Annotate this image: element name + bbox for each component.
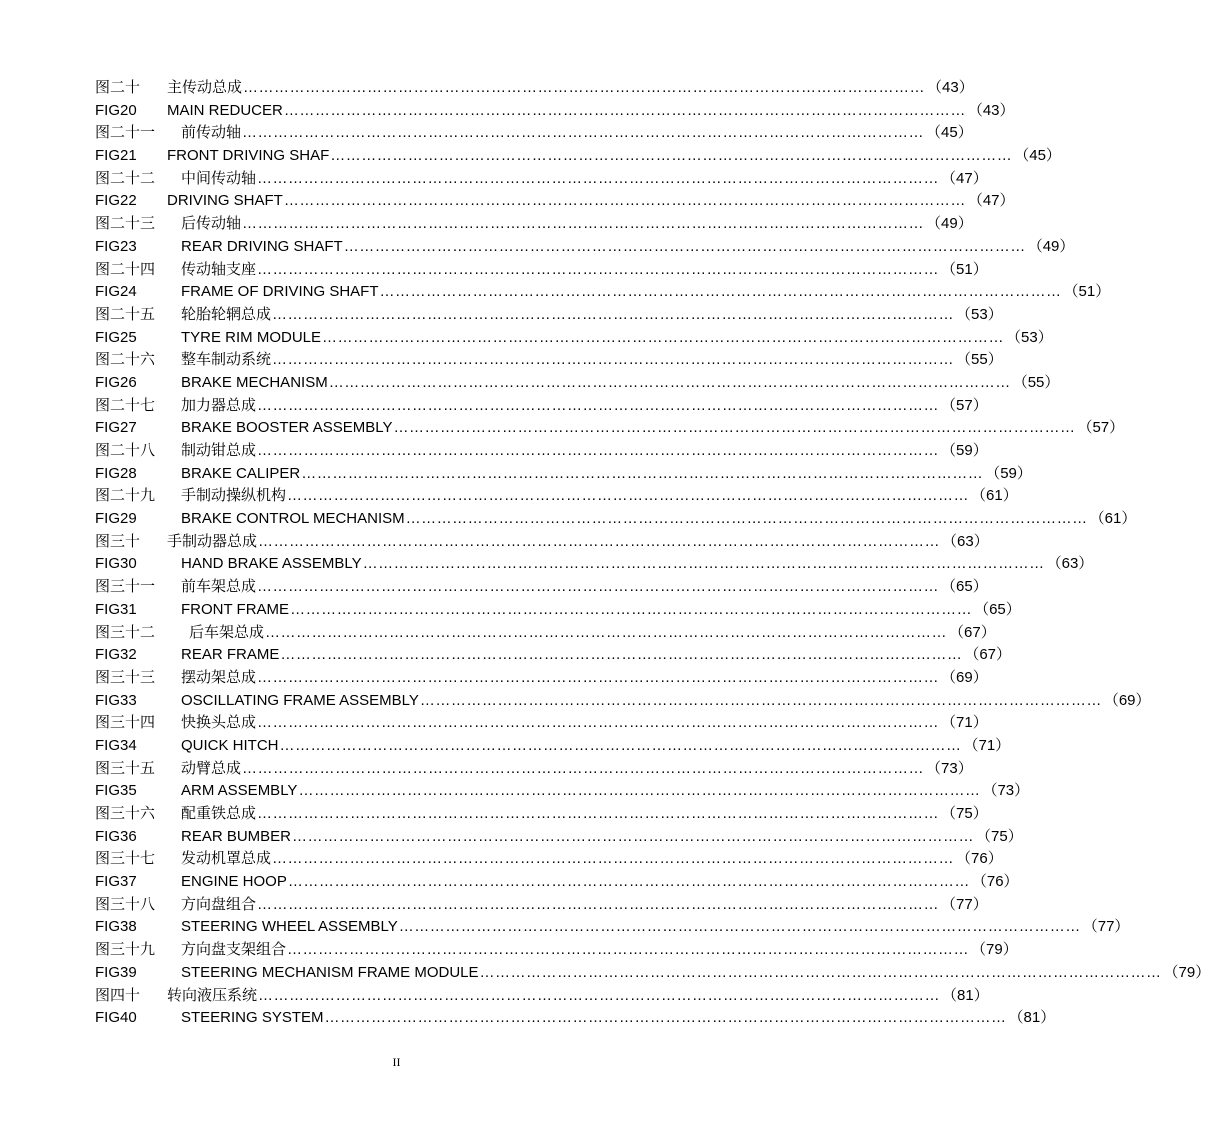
figure-number: 图二十一	[95, 124, 156, 142]
dot-leader: ……………………………………………………………………………………………………………………	[379, 283, 1062, 301]
page-number: （43）	[967, 101, 1015, 119]
page-number: （57）	[941, 396, 988, 414]
entry-title: 动臂总成	[181, 759, 242, 777]
dot-leader: ……………………………………………………………………………………………………………………	[362, 555, 1045, 573]
entry-title: OSCILLATING FRAME ASSEMBLY	[181, 691, 419, 709]
dot-leader: ……………………………………………………………………………………………………………………	[242, 124, 925, 142]
page-number: （47）	[941, 169, 988, 187]
entry-title: ARM ASSEMBLY	[181, 782, 298, 800]
entry-title: 前传动轴	[181, 124, 242, 142]
toc-entry[interactable]	[95, 440, 988, 463]
page-number: （49）	[926, 215, 973, 233]
figure-number: FIG38	[95, 918, 137, 936]
figure-number: 图二十六	[95, 351, 156, 369]
dot-leader: ……………………………………………………………………………………………………………………	[287, 873, 970, 891]
entry-title: BRAKE CALIPER	[181, 464, 301, 482]
dot-leader: ……………………………………………………………………………………………………………………	[257, 895, 940, 913]
entry-title: 摆动架总成	[181, 668, 257, 686]
dot-leader: ……………………………………………………………………………………………………………………	[290, 600, 973, 618]
entry-title: REAR BUMBER	[181, 827, 292, 845]
toc-entry[interactable]	[95, 667, 988, 690]
page-number: （45）	[1014, 147, 1061, 165]
toc-entry[interactable]	[95, 349, 1003, 372]
figure-number: FIG37	[95, 873, 137, 891]
figure-number: 图二十	[95, 79, 141, 96]
page-number: （71）	[963, 736, 1011, 754]
entry-title: 手制动器总成	[167, 532, 258, 550]
page-number: （57）	[1077, 419, 1125, 437]
toc-entry[interactable]	[95, 712, 988, 735]
dot-leader: ……………………………………………………………………………………………………………………	[287, 487, 970, 505]
dot-leader: ……………………………………………………………………………………………………………………	[242, 759, 925, 777]
dot-leader: ……………………………………………………………………………………………………………………	[257, 442, 940, 459]
page-number: （67）	[949, 623, 996, 641]
dot-leader: ……………………………………………………………………………………………………………………	[257, 396, 940, 414]
entry-title: ENGINE HOOP	[181, 873, 287, 891]
figure-number: 图二十七	[95, 396, 156, 414]
page-number: （75）	[976, 827, 1023, 845]
dot-leader: ……………………………………………………………………………………………………………………	[272, 305, 955, 323]
figure-number: FIG28	[95, 464, 137, 482]
figure-number: FIG21	[95, 147, 137, 165]
toc-entry[interactable]	[95, 77, 974, 100]
toc-entry[interactable]	[95, 690, 1151, 713]
page-number: （77）	[1082, 918, 1130, 936]
page-number: （81）	[942, 986, 989, 1004]
figure-number: FIG24	[95, 283, 137, 301]
page-number: （45）	[926, 124, 973, 142]
toc-entry[interactable]	[95, 894, 988, 917]
dot-leader: ……………………………………………………………………………………………………………………	[242, 215, 925, 233]
toc-entry[interactable]	[95, 1007, 1056, 1030]
toc-entry[interactable]	[95, 372, 1060, 395]
toc-entry[interactable]	[95, 190, 1015, 213]
entry-title: 制动钳总成	[181, 442, 257, 459]
figure-number: 图二十二	[95, 169, 156, 187]
figure-number: 图二十五	[95, 305, 156, 323]
page-number: （51）	[1063, 283, 1111, 301]
page-number: （69）	[1103, 691, 1151, 709]
toc-entry[interactable]	[95, 553, 1094, 576]
dot-leader: ……………………………………………………………………………………………………………………	[257, 805, 940, 822]
figure-number: 图三十三	[95, 668, 156, 686]
page-number: （65）	[941, 578, 988, 596]
dot-leader: ……………………………………………………………………………………………………………………	[322, 328, 1005, 346]
figure-number: 图三十六	[95, 805, 156, 822]
entry-title: 手制动操纵机构	[181, 487, 287, 505]
page-number: （69）	[941, 668, 988, 686]
toc-entry[interactable]	[95, 803, 988, 826]
toc-entry[interactable]	[95, 735, 1011, 758]
page-number: （47）	[967, 192, 1015, 210]
figure-number: 图三十	[95, 532, 141, 550]
table-of-contents	[95, 77, 1210, 1030]
figure-number: FIG22	[95, 192, 137, 210]
entry-title: 后车架总成	[189, 623, 265, 641]
figure-number: FIG34	[95, 736, 137, 754]
entry-title: STEERING WHEEL ASSEMBLY	[181, 918, 398, 936]
figure-number: 图三十四	[95, 714, 156, 732]
toc-entry[interactable]	[95, 395, 988, 418]
toc-entry[interactable]	[95, 758, 973, 781]
entry-title: FRAME OF DRIVING SHAFT	[181, 283, 379, 301]
toc-entry[interactable]	[95, 327, 1053, 350]
figure-number: FIG20	[95, 101, 137, 119]
figure-number: 图三十五	[95, 759, 156, 777]
figure-number: FIG39	[95, 963, 137, 981]
figure-number: 图三十二	[95, 623, 156, 641]
dot-leader: ……………………………………………………………………………………………………………………	[257, 578, 940, 596]
toc-entry[interactable]	[95, 213, 973, 236]
figure-number: FIG35	[95, 782, 137, 800]
entry-title: TYRE RIM MODULE	[181, 328, 322, 346]
toc-entry[interactable]	[95, 826, 1023, 849]
figure-number: FIG40	[95, 1009, 137, 1027]
figure-number: FIG33	[95, 691, 137, 709]
dot-leader: ……………………………………………………………………………………………………………………	[330, 147, 1013, 165]
entry-title: HAND BRAKE ASSEMBLY	[181, 555, 362, 573]
entry-title: 转向液压系统	[167, 986, 258, 1004]
page-number: （51）	[941, 260, 988, 278]
figure-number: FIG23	[95, 237, 137, 255]
figure-number: FIG25	[95, 328, 137, 346]
entry-title: BRAKE BOOSTER ASSEMBLY	[181, 419, 393, 437]
entry-title: BRAKE CONTROL MECHANISM	[181, 510, 405, 528]
toc-entry[interactable]	[95, 122, 973, 145]
page-number: （53）	[956, 305, 1003, 323]
page-number: （61）	[971, 487, 1018, 505]
entry-title: FRONT FRAME	[181, 600, 290, 618]
dot-leader: ……………………………………………………………………………………………………………………	[257, 714, 940, 732]
dot-leader: ……………………………………………………………………………………………………………………	[298, 782, 981, 800]
figure-number: FIG26	[95, 373, 137, 391]
figure-number: 图二十九	[95, 487, 156, 505]
toc-entry[interactable]	[95, 508, 1137, 531]
entry-title: DRIVING SHAFT	[167, 192, 283, 210]
toc-entry[interactable]	[95, 622, 996, 645]
page-number: （53）	[1006, 328, 1053, 346]
dot-leader: ……………………………………………………………………………………………………………………	[265, 623, 948, 641]
toc-entry[interactable]	[95, 463, 1032, 486]
dot-leader: ……………………………………………………………………………………………………………………	[283, 192, 966, 210]
entry-title: REAR FRAME	[181, 646, 280, 664]
page-number: （59）	[941, 442, 988, 459]
page-number: （59）	[985, 464, 1032, 482]
toc-entry[interactable]	[95, 848, 1003, 871]
page-number: （81）	[1008, 1009, 1056, 1027]
dot-leader: ……………………………………………………………………………………………………………………	[393, 419, 1076, 437]
page-number: （61）	[1089, 510, 1137, 528]
dot-leader: ……………………………………………………………………………………………………………………	[258, 532, 941, 550]
page-number: （75）	[941, 805, 988, 822]
entry-title: 发动机罩总成	[181, 850, 272, 868]
dot-leader: ……………………………………………………………………………………………………………………	[258, 986, 941, 1004]
figure-number: FIG31	[95, 600, 137, 618]
page-number: （65）	[974, 600, 1021, 618]
page-number: （79）	[971, 941, 1018, 959]
dot-leader: ……………………………………………………………………………………………………………………	[272, 351, 955, 369]
entry-title: FRONT DRIVING SHAF	[167, 147, 330, 165]
dot-leader: ……………………………………………………………………………………………………………………	[479, 963, 1162, 981]
dot-leader: ……………………………………………………………………………………………………………………	[292, 827, 975, 845]
toc-entry[interactable]	[95, 962, 1210, 985]
dot-leader: ……………………………………………………………………………………………………………………	[272, 850, 955, 868]
toc-entry[interactable]	[95, 417, 1125, 440]
toc-entry[interactable]	[95, 259, 988, 282]
figure-number: FIG30	[95, 555, 137, 573]
dot-leader: ……………………………………………………………………………………………………………………	[398, 918, 1081, 936]
entry-title: STEERING MECHANISM FRAME MODULE	[181, 963, 479, 981]
figure-number: 图二十八	[95, 442, 156, 459]
toc-entry[interactable]	[95, 599, 1021, 622]
toc-entry[interactable]	[95, 168, 988, 191]
toc-entry[interactable]	[95, 281, 1111, 304]
entry-title: 方向盘支架组合	[181, 941, 287, 959]
figure-number: 图三十八	[95, 895, 156, 913]
dot-leader: ……………………………………………………………………………………………………………………	[280, 646, 963, 664]
entry-title: 前车架总成	[181, 578, 257, 596]
dot-leader: ……………………………………………………………………………………………………………………	[324, 1009, 1007, 1027]
dot-leader: ……………………………………………………………………………………………………………………	[243, 79, 926, 96]
toc-entry[interactable]	[95, 644, 1012, 667]
entry-title: 传动轴支座	[181, 260, 257, 278]
dot-leader: ……………………………………………………………………………………………………………………	[405, 510, 1088, 528]
entry-title: 轮胎轮辋总成	[181, 305, 272, 323]
page-number: （71）	[941, 714, 988, 732]
entry-title: 快换头总成	[181, 714, 257, 732]
page-number: （43）	[927, 79, 974, 96]
dot-leader: ……………………………………………………………………………………………………………………	[257, 668, 940, 686]
dot-leader: ……………………………………………………………………………………………………………………	[279, 736, 962, 754]
toc-entry[interactable]	[95, 916, 1130, 939]
dot-leader: ……………………………………………………………………………………………………………………	[343, 237, 1026, 255]
figure-number: FIG29	[95, 510, 137, 528]
entry-title: 后传动轴	[181, 215, 242, 233]
entry-title: 整车制动系统	[181, 351, 272, 369]
dot-leader: ……………………………………………………………………………………………………………………	[257, 169, 940, 187]
page-number: （49）	[1027, 237, 1075, 255]
entry-title: 加力器总成	[181, 396, 257, 414]
figure-number: 图二十四	[95, 260, 156, 278]
dot-leader: ……………………………………………………………………………………………………………………	[328, 373, 1011, 391]
figure-number: 图三十九	[95, 941, 156, 959]
dot-leader: ……………………………………………………………………………………………………………………	[301, 464, 984, 482]
toc-entry[interactable]	[95, 304, 1003, 327]
dot-leader: ……………………………………………………………………………………………………………………	[257, 260, 940, 278]
entry-title: STEERING SYSTEM	[181, 1009, 324, 1027]
page-number: （63）	[1046, 555, 1094, 573]
page-number: （73）	[926, 759, 973, 777]
figure-number: 图四十	[95, 986, 141, 1004]
entry-title: 方向盘组合	[181, 895, 257, 913]
toc-entry[interactable]	[95, 531, 989, 554]
figure-number: FIG32	[95, 646, 137, 664]
entry-title: BRAKE MECHANISM	[181, 373, 328, 391]
toc-entry[interactable]	[95, 939, 1018, 962]
dot-leader: ……………………………………………………………………………………………………………………	[283, 101, 966, 119]
page-number: （77）	[941, 895, 988, 913]
toc-entry[interactable]	[95, 871, 1019, 894]
page-folio: II	[392, 1055, 401, 1069]
page-number: （79）	[1163, 963, 1210, 981]
figure-number: 图三十一	[95, 578, 156, 596]
page-number: （55）	[1012, 373, 1060, 391]
toc-entry[interactable]	[95, 780, 1030, 803]
toc-entry[interactable]	[95, 485, 1018, 508]
page-number: （67）	[964, 646, 1012, 664]
toc-entry[interactable]	[95, 100, 1015, 123]
page-number: （76）	[956, 850, 1003, 868]
entry-title: 主传动总成	[167, 79, 243, 96]
figure-number: 图三十七	[95, 850, 156, 868]
toc-entry[interactable]	[95, 576, 988, 599]
toc-entry[interactable]	[95, 145, 1061, 168]
page-number: （73）	[982, 782, 1030, 800]
page-number: （55）	[956, 351, 1003, 369]
entry-title: REAR DRIVING SHAFT	[181, 237, 343, 255]
entry-title: 中间传动轴	[181, 169, 257, 187]
page-number: （76）	[971, 873, 1019, 891]
figure-number: FIG36	[95, 827, 137, 845]
entry-title: 配重铁总成	[181, 805, 257, 822]
toc-entry[interactable]	[95, 236, 1075, 259]
figure-number: 图二十三	[95, 215, 156, 233]
dot-leader: ……………………………………………………………………………………………………………………	[419, 691, 1102, 709]
figure-number: FIG27	[95, 419, 137, 437]
entry-title: QUICK HITCH	[181, 736, 279, 754]
page-number: （63）	[942, 532, 989, 550]
entry-title: MAIN REDUCER	[167, 101, 283, 119]
toc-entry[interactable]	[95, 985, 989, 1008]
dot-leader: ……………………………………………………………………………………………………………………	[287, 941, 970, 959]
